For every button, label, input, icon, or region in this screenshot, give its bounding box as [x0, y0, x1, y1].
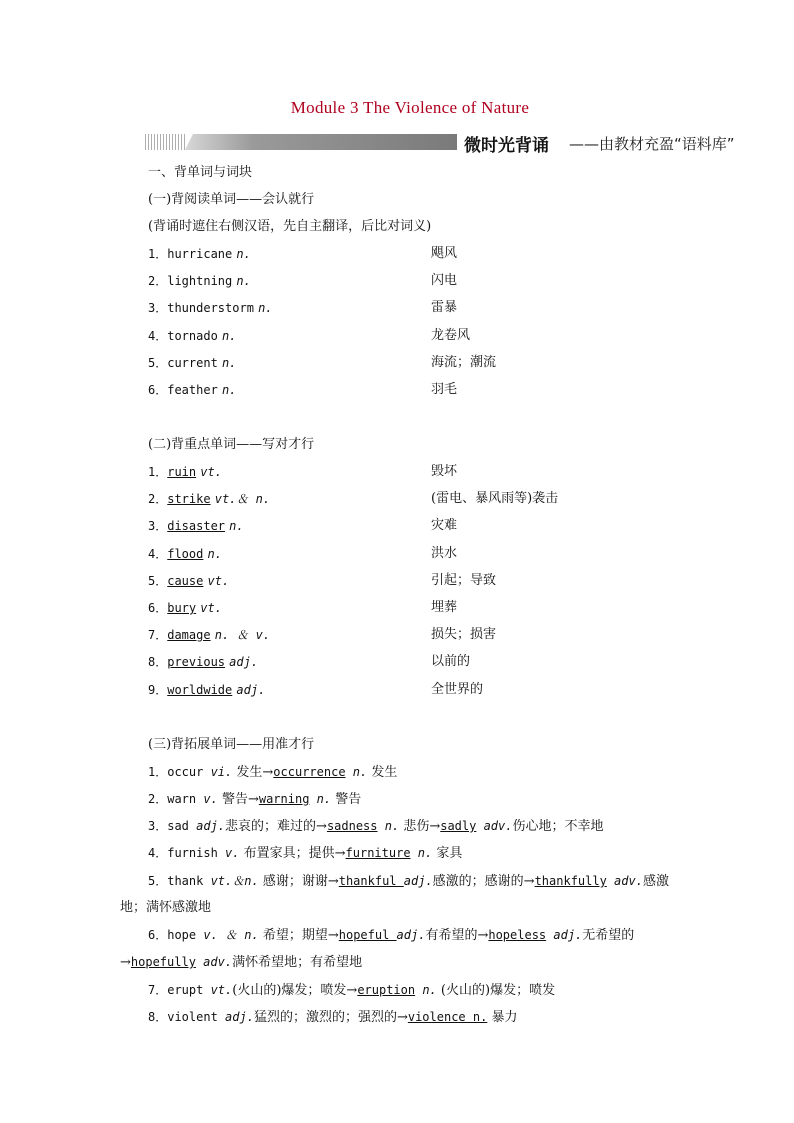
- vocab-item: [148, 464, 222, 481]
- vocab-word: feather: [167, 383, 218, 397]
- vocab-item: [148, 600, 222, 617]
- answer: occurrence: [273, 765, 346, 779]
- item-number: 1．: [148, 247, 168, 261]
- item-number: 8．: [148, 655, 168, 670]
- item-number: 2．: [148, 492, 168, 507]
- part-of-speech: n.: [221, 328, 237, 343]
- section-banner: [145, 130, 735, 156]
- part3-item-6-cont: →hopefully adv.满怀希望地；有希望地: [120, 955, 363, 970]
- vocab-meaning: 损失；损害: [431, 627, 497, 643]
- vocab-item: [148, 328, 236, 345]
- item-number: 6．: [148, 383, 168, 397]
- vocab-word: bury: [167, 601, 197, 615]
- vocab-meaning: 埋葬: [431, 600, 458, 615]
- answer: violence n.: [407, 1010, 488, 1024]
- part3-item-5: 5．thank vt.＆n. 感谢；谢谢→thankful adj.感激的；感谢的→thankfully adv.感激: [148, 874, 669, 889]
- answer: sadly: [440, 819, 477, 833]
- vocab-word: previous: [167, 655, 226, 670]
- vocab-item: [148, 491, 270, 508]
- part-of-speech: n.: [207, 546, 222, 561]
- vocab-meaning: 引起；导致: [431, 572, 497, 588]
- part-of-speech: n.: [236, 247, 251, 261]
- vocab-word: thunderstorm: [167, 301, 254, 316]
- item-number: 2．: [148, 274, 168, 289]
- vocab-meaning: 雷暴: [431, 300, 458, 316]
- part-of-speech: adj.: [229, 655, 259, 670]
- answer: hopeless: [488, 928, 547, 942]
- vocab-meaning: 全世界的: [431, 681, 484, 697]
- vocab-item: [148, 518, 244, 535]
- vocab-word: hurricane: [167, 247, 233, 261]
- section-heading: 一、背单词与词块: [148, 165, 253, 180]
- vocab-meaning: 闪电: [431, 273, 458, 289]
- item-number: 6．: [148, 601, 168, 615]
- part-of-speech: n.: [221, 355, 237, 370]
- item-number: 7．: [148, 628, 168, 643]
- vocab-word: disaster: [167, 519, 226, 534]
- answer: hopeful: [338, 928, 397, 942]
- part-of-speech: n. ＆ v.: [214, 628, 271, 643]
- vocab-meaning: 灾难: [431, 518, 458, 534]
- vocab-word: tornado: [167, 328, 218, 343]
- item-number: 3．: [148, 519, 168, 534]
- vocab-meaning: 以前的: [431, 654, 471, 670]
- part3-item-2: 2．warn v. 警告→warning n. 警告: [148, 792, 362, 807]
- part1-heading: (一)背阅读单词——会认就行: [148, 192, 315, 207]
- part3-item-5-cont: 地；满怀感激地: [120, 900, 212, 915]
- answer: thankfully: [534, 874, 607, 888]
- banner-dots-decoration: [145, 134, 185, 150]
- part3-item-7: 7．erupt vt.(火山的)爆发；喷发→eruption n. (火山的)爆发；喷发: [148, 983, 556, 998]
- vocab-item: [148, 573, 229, 590]
- vocab-item: [148, 246, 251, 263]
- vocab-item: [148, 355, 236, 372]
- item-number: 5．: [148, 355, 168, 370]
- banner-sub-text: ——由教材充盈“语料库”: [569, 135, 735, 153]
- item-number: 3．: [148, 301, 168, 316]
- answer: sadness: [326, 819, 378, 833]
- part2-heading: (二)背重点单词——写对才行: [148, 437, 315, 452]
- vocab-item: [148, 382, 236, 399]
- vocab-meaning: (雷电、暴风雨等)袭击: [431, 491, 559, 507]
- vocab-word: ruin: [167, 465, 197, 479]
- part-of-speech: n.: [229, 519, 244, 534]
- banner-bar-decoration: [185, 134, 457, 150]
- vocab-meaning: 洪水: [431, 545, 458, 561]
- answer: furniture: [345, 846, 411, 860]
- vocab-word: strike: [167, 492, 211, 507]
- part3-item-3: 3．sad adj.悲哀的；难过的→sadness n. 悲伤→sadly adv.伤心地；不幸地: [148, 819, 604, 834]
- vocab-word: lightning: [167, 274, 233, 289]
- part3-item-6: 6．hope v. ＆ n. 希望；期望→hopeful adj.有希望的→hopeless adj.无希望的: [148, 928, 635, 943]
- part-of-speech: vt.: [200, 465, 222, 479]
- vocab-meaning: 龙卷风: [431, 327, 471, 343]
- vocab-item: [148, 300, 273, 317]
- vocab-word: worldwide: [167, 682, 233, 697]
- part-of-speech: vt.＆ n.: [214, 492, 271, 507]
- part-of-speech: vt.: [200, 601, 222, 615]
- part-of-speech: adj.: [236, 682, 266, 697]
- item-number: 4．: [148, 546, 168, 561]
- part-of-speech: n.: [236, 274, 251, 289]
- part1-note: (背诵时遮住右侧汉语，先自主翻译，后比对词义): [148, 219, 432, 234]
- item-number: 4．: [148, 328, 168, 343]
- vocab-word: cause: [167, 573, 204, 588]
- vocab-item: [148, 627, 270, 644]
- vocab-word: damage: [167, 628, 211, 643]
- vocab-item: [148, 546, 222, 563]
- vocab-meaning: 海流；潮流: [431, 354, 497, 370]
- part-of-speech: n.: [221, 383, 237, 397]
- part-of-speech: vt.: [207, 573, 230, 588]
- vocab-meaning: 羽毛: [431, 382, 458, 397]
- part-of-speech: n.: [258, 301, 273, 316]
- answer: thankful: [338, 874, 404, 888]
- item-number: 1．: [148, 465, 168, 479]
- vocab-item: [148, 682, 265, 699]
- part3-item-1: 1．occur vi. 发生→occurrence n. 发生: [148, 765, 398, 780]
- part3-heading: (三)背拓展单词——用准才行: [148, 737, 315, 752]
- answer: eruption: [357, 983, 416, 997]
- vocab-item: [148, 654, 258, 671]
- item-number: 9．: [148, 682, 168, 697]
- answer: warning: [258, 792, 310, 806]
- item-number: 5．: [148, 573, 168, 588]
- page-title: Module 3 The Violence of Nature: [290, 98, 530, 117]
- vocab-word: flood: [167, 546, 204, 561]
- answer: hopefully: [130, 955, 196, 969]
- vocab-item: [148, 273, 251, 290]
- part3-item-4: 4．furnish v. 布置家具；提供→furniture n. 家具: [148, 846, 463, 861]
- vocab-word: current: [167, 355, 218, 370]
- part3-item-8: 8．violent adj.猛烈的；激烈的；强烈的→violence n. 暴力: [148, 1010, 518, 1025]
- banner-main-text: 微时光背诵: [464, 136, 549, 156]
- vocab-meaning: 飓风: [431, 246, 458, 261]
- vocab-meaning: 毁坏: [431, 464, 458, 479]
